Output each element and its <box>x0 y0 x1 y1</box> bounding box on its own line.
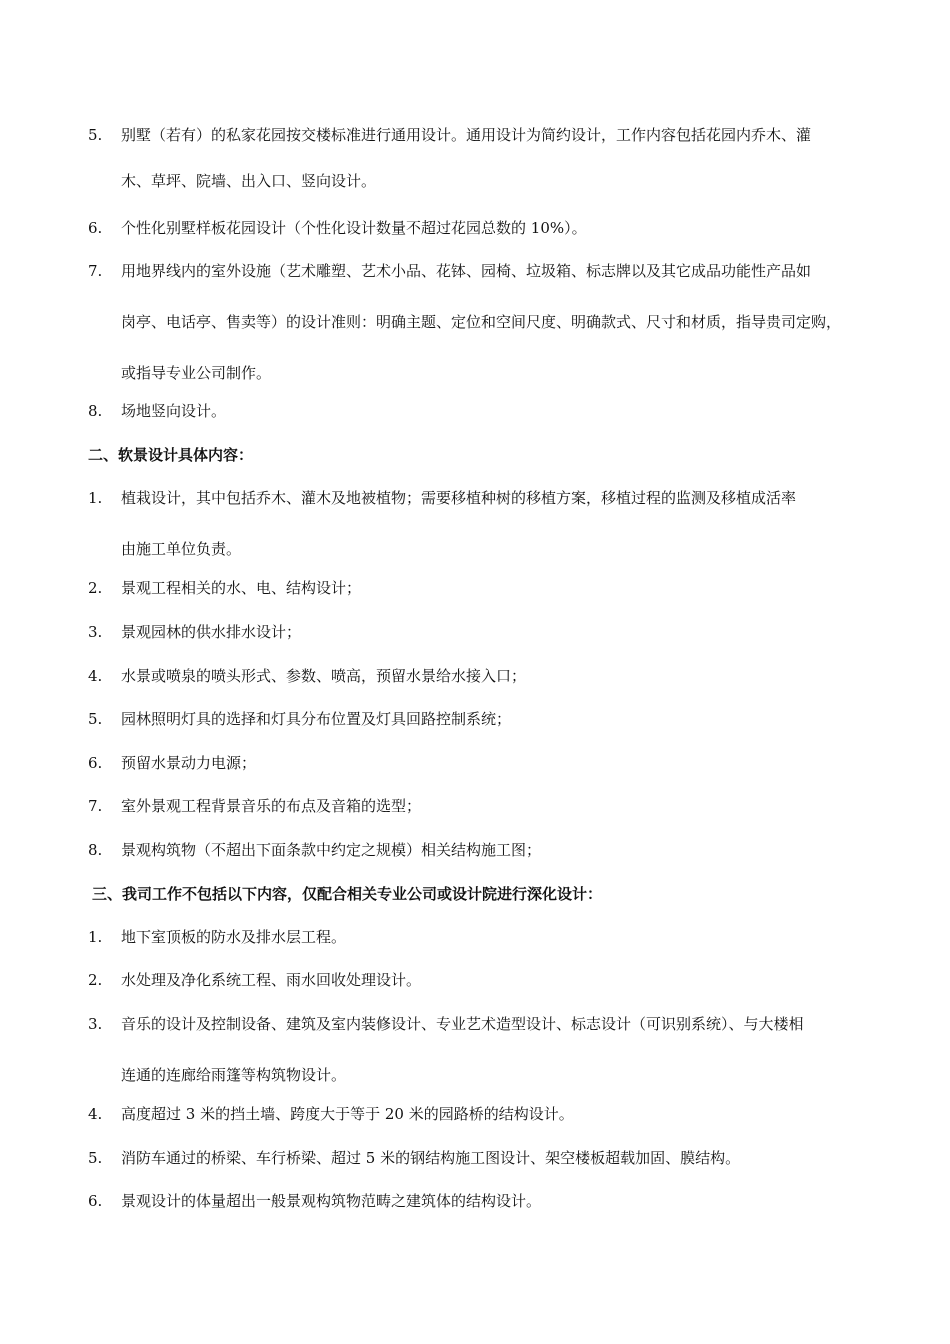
item-number: 5. <box>88 126 103 144</box>
item-text <box>121 924 868 950</box>
item-number: 5. <box>88 710 103 728</box>
item-text <box>121 750 868 776</box>
item-text <box>121 1101 868 1127</box>
item-number: 5. <box>88 1149 103 1167</box>
text-line: 景观工程相关的水、电、结构设计； <box>121 579 362 597</box>
item-number: 1. <box>88 928 103 946</box>
text-line: 植栽设计，其中包括乔木、灌木及地被植物；需要移植种树的移植方案，移植过程的监测及移植成活率 <box>121 489 797 507</box>
item-text <box>121 619 868 645</box>
item-number: 8. <box>88 402 103 420</box>
item-number: 2. <box>88 971 103 989</box>
text-line: 高度超过 3 米的挡土墙、跨度大于等于 20 米的园路桥的结构设计。 <box>121 1105 574 1123</box>
item-number: 3. <box>88 1015 103 1033</box>
item-number: 8. <box>88 841 103 859</box>
text-line: 地下室顶板的防水及排水层工程。 <box>121 928 347 946</box>
section-heading: 二、软景设计具体内容： <box>88 446 254 464</box>
section-heading: 三、我司工作不包括以下内容，仅配合相关专业公司或设计院进行深化设计： <box>92 885 603 903</box>
item-text <box>121 398 868 424</box>
item-text <box>121 663 868 689</box>
item-number: 4. <box>88 667 103 685</box>
item-number: 6. <box>88 1192 103 1210</box>
item-text <box>121 485 868 562</box>
text-line: 园林照明灯具的选择和灯具分布位置及灯具回路控制系统； <box>121 710 512 728</box>
text-line: 消防车通过的桥梁、车行桥梁、超过 5 米的钢结构施工图设计、架空楼板超载加固、膜结构。 <box>121 1149 741 1167</box>
item-number: 7. <box>88 797 103 815</box>
text-line: 预留水景动力电源； <box>121 754 257 772</box>
item-text <box>121 706 868 732</box>
item-number: 7. <box>88 262 103 280</box>
item-number: 3. <box>88 623 103 641</box>
item-text <box>121 1188 868 1214</box>
item-text <box>121 837 868 863</box>
text-line: 别墅（若有）的私家花园按交楼标准进行通用设计。通用设计为简约设计，工作内容包括花园内乔木、灌 <box>121 126 812 144</box>
item-text <box>121 215 868 241</box>
item-number: 6. <box>88 754 103 772</box>
text-line: 用地界线内的室外设施（艺术雕塑、艺术小品、花钵、园椅、垃圾箱、标志牌以及其它成品功能性产品如 <box>121 262 812 280</box>
text-line: 木、草坪、院墙、出入口、竖向设计。 <box>121 172 377 190</box>
item-number: 1. <box>88 489 103 507</box>
text-line: 水处理及净化系统工程、雨水回收处理设计。 <box>121 971 422 989</box>
text-line: 景观构筑物（不超出下面条款中约定之规模）相关结构施工图； <box>121 841 542 859</box>
text-line: 音乐的设计及控制设备、建筑及室内装修设计、专业艺术造型设计、标志设计（可识别系统）、与大楼相 <box>121 1015 804 1033</box>
text-line: 或指导专业公司制作。 <box>121 364 272 382</box>
item-number: 2. <box>88 579 103 597</box>
item-text <box>121 1011 868 1088</box>
text-line: 场地竖向设计。 <box>121 402 227 420</box>
text-line: 由施工单位负责。 <box>121 540 242 558</box>
text-line: 水景或喷泉的喷头形式、参数、喷高，预留水景给水接入口； <box>121 667 527 685</box>
item-text <box>121 575 868 601</box>
text-line: 连通的连廊给雨篷等构筑物设计。 <box>121 1066 347 1084</box>
text-line: 景观园林的供水排水设计； <box>121 623 302 641</box>
text-line: 室外景观工程背景音乐的布点及音箱的选型； <box>121 797 422 815</box>
item-number: 4. <box>88 1105 103 1123</box>
item-text <box>121 122 868 194</box>
item-text <box>121 1145 868 1171</box>
text-line: 个性化别墅样板花园设计（个性化设计数量不超过花园总数的 10%）。 <box>121 219 587 237</box>
item-text <box>121 258 868 386</box>
text-line: 岗亭、电话亭、售卖等）的设计准则：明确主题、定位和空间尺度、明确款式、尺寸和材质，指导贵司定购， <box>121 313 842 331</box>
item-text <box>121 793 868 819</box>
text-line: 景观设计的体量超出一般景观构筑物范畴之建筑体的结构设计。 <box>121 1192 542 1210</box>
item-text <box>121 967 868 993</box>
item-number: 6. <box>88 219 103 237</box>
